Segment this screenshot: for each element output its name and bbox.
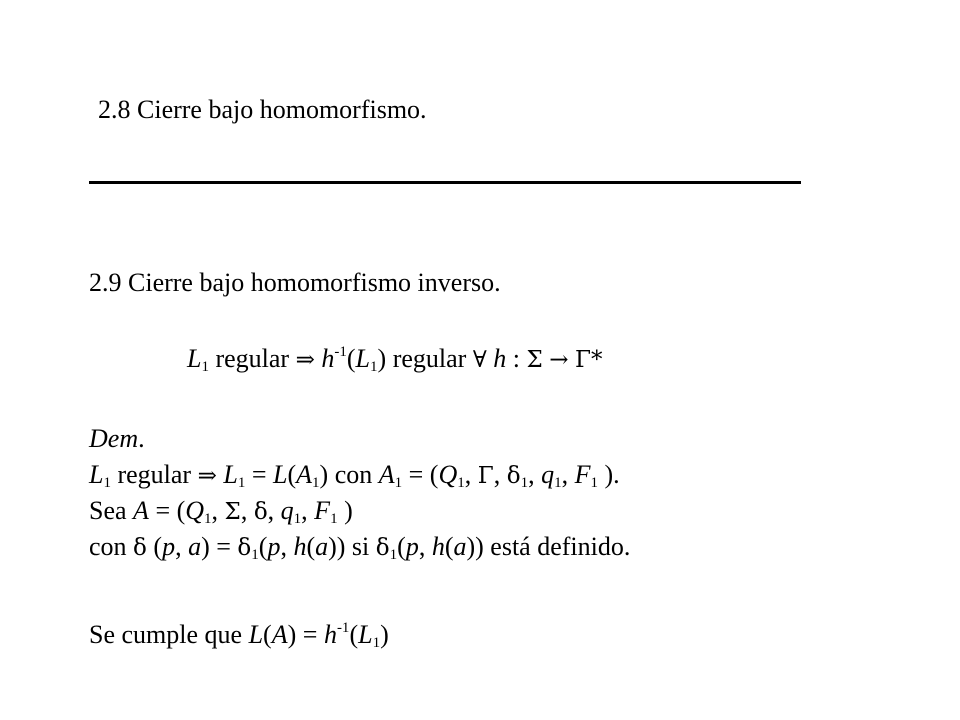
math-L: L [355, 344, 371, 373]
closing: ). [597, 460, 620, 489]
math-F: F [574, 460, 591, 489]
delta-symbol: δ [375, 535, 390, 561]
colon: : [506, 344, 527, 373]
section-2-8-title-text: 2.8 Cierre bajo homomorfismo. [98, 95, 427, 124]
paren-open: ( [306, 532, 316, 561]
math-sub-1: 1 [312, 475, 320, 491]
separator: , [301, 496, 315, 525]
forall-symbol: ∀ [472, 347, 487, 373]
math-L: L [89, 460, 104, 489]
math-sub-1: 1 [201, 359, 209, 375]
proof-line-1 [89, 460, 620, 491]
math-sub-1: 1 [237, 475, 246, 491]
math-h: h [431, 532, 445, 561]
math-a: a [188, 532, 202, 561]
math-h: h [293, 532, 307, 561]
sigma-symbol: Σ [526, 347, 543, 373]
equals-open: = ( [148, 496, 186, 525]
math-sub-1: 1 [520, 475, 529, 491]
math-sub-1: 1 [554, 475, 562, 491]
equals: = [245, 460, 274, 489]
math-a: a [453, 532, 467, 561]
math-sub-1: 1 [293, 511, 302, 527]
paren-open: ( [263, 620, 272, 649]
separator: , [280, 532, 294, 561]
paren-close: ) [380, 620, 389, 649]
paren-open: ( [258, 532, 268, 561]
separator: , [493, 460, 507, 489]
paren-open: ( [146, 532, 163, 561]
math-sub-1: 1 [330, 511, 338, 527]
math-sub-1: 1 [370, 359, 378, 375]
math-A: A [133, 496, 149, 525]
sigma-symbol: Σ [224, 499, 241, 525]
math-L: L [248, 620, 264, 649]
text-con: con [89, 532, 134, 561]
section-2-9-title [89, 268, 501, 298]
math-sup-inverse: -1 [336, 620, 350, 636]
proof-label [89, 424, 145, 454]
separator: , [211, 496, 225, 525]
math-A: A [378, 460, 395, 489]
closing: ) [337, 496, 353, 525]
math-q: q [280, 496, 294, 525]
paren-open: ( [444, 532, 454, 561]
paren-open: ( [397, 532, 406, 561]
gamma-star-symbol: Γ* [574, 347, 603, 373]
gamma-symbol: Γ [477, 463, 494, 489]
math-sub-1: 1 [389, 547, 398, 563]
math-F: F [314, 496, 331, 525]
math-sup-inverse: -1 [334, 344, 347, 360]
divider-rule [89, 181, 801, 184]
paren-open: ( [287, 460, 297, 489]
separator: , [561, 460, 575, 489]
math-h: h [493, 344, 507, 373]
section-2-8-title [98, 95, 427, 125]
separator: , [175, 532, 189, 561]
proof-line-3 [89, 532, 630, 563]
math-h: h [323, 620, 337, 649]
separator: , [418, 532, 432, 561]
conclusion-line [89, 620, 389, 650]
implies-symbol: ⇒ [197, 463, 217, 489]
math-L: L [187, 344, 202, 373]
proof-line-2 [89, 496, 353, 527]
separator: , [464, 460, 478, 489]
math-sub-1: 1 [103, 475, 111, 491]
math-sub-1: 1 [251, 547, 259, 563]
text-sea: Sea [89, 496, 134, 525]
math-Q: Q [185, 496, 205, 525]
text-se-cumple: Se cumple que [89, 620, 249, 649]
math-a: a [315, 532, 329, 561]
text-regular: regular [208, 344, 296, 373]
equals-open: = ( [402, 460, 439, 489]
equals: ) = [287, 620, 324, 649]
math-L: L [223, 460, 238, 489]
paren-close: ) [377, 344, 387, 373]
math-p: p [267, 532, 281, 561]
text-con: ) con [319, 460, 379, 489]
paren-open: ( [346, 344, 356, 373]
arrow-symbol: → [549, 347, 569, 373]
math-L: L [358, 620, 373, 649]
separator: , [240, 496, 254, 525]
math-sub-1: 1 [204, 511, 212, 527]
math-sub-1: 1 [590, 475, 598, 491]
section-2-9-title-text: 2.9 Cierre bajo homomorfismo inverso. [89, 268, 501, 297]
proof-label-dot: . [138, 424, 145, 453]
implies-symbol: ⇒ [295, 347, 315, 373]
math-sub-1: 1 [394, 475, 403, 491]
delta-symbol: δ [133, 535, 147, 561]
math-Q: Q [438, 460, 458, 489]
math-L: L [273, 460, 288, 489]
delta-symbol: δ [237, 535, 252, 561]
separator: , [528, 460, 542, 489]
math-p: p [162, 532, 176, 561]
theorem-statement [187, 344, 602, 375]
proof-label-text: Dem [89, 424, 139, 453]
text-si: )) si [328, 532, 376, 561]
math-sub-1: 1 [372, 635, 381, 651]
math-sub-1: 1 [457, 475, 465, 491]
separator: , [267, 496, 281, 525]
paren-open: ( [349, 620, 359, 649]
delta-symbol: δ [253, 499, 268, 525]
math-A: A [271, 620, 288, 649]
math-A: A [296, 460, 313, 489]
text-regular: regular [110, 460, 198, 489]
math-q: q [541, 460, 555, 489]
text-esta-definido: )) está definido. [466, 532, 631, 561]
text-regular: regular [386, 344, 473, 373]
equals: ) = [201, 532, 238, 561]
math-p: p [405, 532, 419, 561]
math-h: h [321, 344, 335, 373]
delta-symbol: δ [506, 463, 521, 489]
